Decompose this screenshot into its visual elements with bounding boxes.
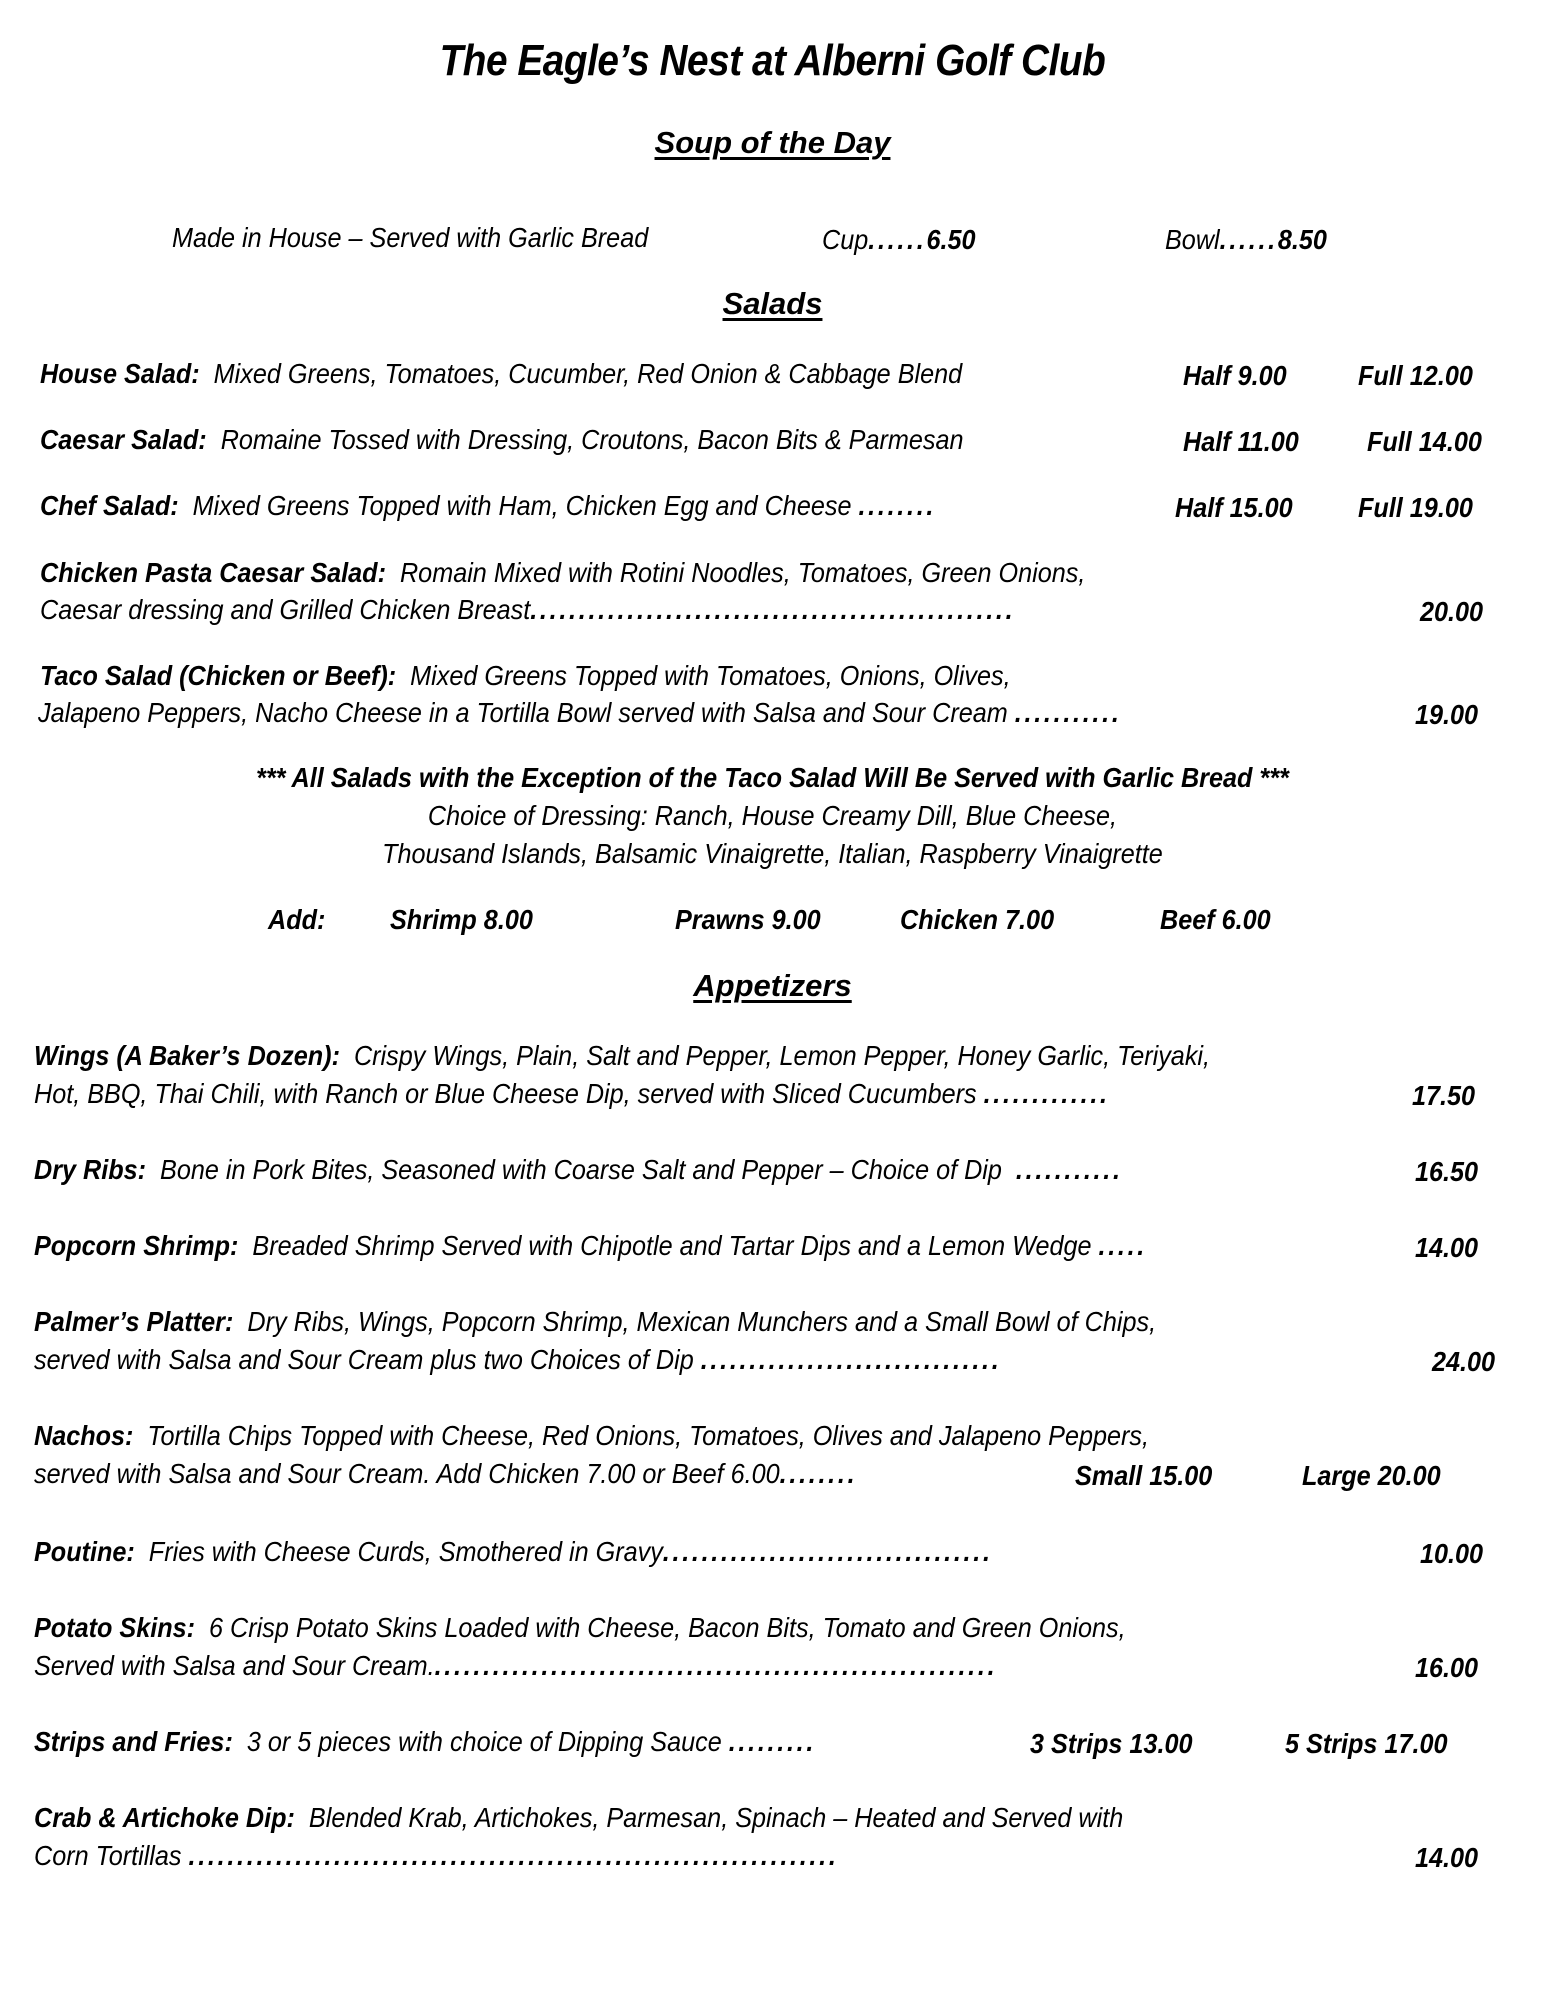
soup-bowl — [1165, 224, 1327, 256]
item-description: Corn Tortillas — [34, 1840, 182, 1871]
item-description: Tortilla Chips Topped with Cheese, Red Onions, Tomatoes, Olives and Jalapeno Peppers, — [147, 1420, 1150, 1451]
menu-item-wings — [34, 1040, 1210, 1072]
item-description-line2 — [34, 1078, 1110, 1110]
menu-item-potato-skins — [34, 1612, 1126, 1644]
item-description: Mixed Greens Topped with Tomatoes, Onions, Olives, — [410, 660, 1011, 691]
menu-item-chef-salad — [40, 490, 936, 522]
dot-leader: ..... — [1098, 1230, 1148, 1261]
item-price-half: Half 15.00 — [1175, 492, 1293, 523]
page-title: The Eagle’s Nest at Alberni Golf Club — [439, 36, 1106, 85]
item-description: Blended Krab, Artichokes, Parmesan, Spinach – Heated and Served with — [308, 1802, 1124, 1833]
dot-leader: ............. — [983, 1078, 1110, 1109]
section-heading-appetizers: Appetizers — [693, 968, 852, 1003]
menu-item-nachos — [34, 1420, 1149, 1452]
addons-label: Add: — [268, 904, 326, 935]
item-price-5-strips: 5 Strips 17.00 — [1285, 1728, 1448, 1759]
item-name: Chicken Pasta Caesar Salad: — [40, 557, 386, 588]
item-price: 20.00 — [1420, 596, 1484, 627]
item-name: Potato Skins: — [34, 1612, 196, 1643]
dot-leader: ......... — [728, 1726, 817, 1757]
menu-item-dry-ribs — [34, 1154, 1123, 1186]
item-description: Bone in Pork Bites, Seasoned with Coarse Salt and Pepper – Choice of Dip — [160, 1154, 1002, 1185]
soup-bowl-label: Bowl — [1165, 224, 1220, 255]
item-price: 16.50 — [1415, 1156, 1479, 1187]
item-price-half: Half 11.00 — [1183, 426, 1299, 457]
item-description-line2 — [40, 594, 1015, 626]
dressing-choices-line1: Choice of Dressing: Ranch, House Creamy Dill, Blue Cheese, — [427, 800, 1117, 831]
addon-chicken: Chicken 7.00 — [900, 904, 1055, 935]
item-name: Palmer’s Platter: — [34, 1306, 234, 1337]
item-description: served with Salsa and Sour Cream plus two Choices of Dip — [34, 1344, 694, 1375]
soup-bowl-price: 8.50 — [1277, 224, 1327, 255]
dressing-choices-line2: Thousand Islands, Balsamic Vinaigrette, Italian, Raspberry Vinaigrette — [382, 838, 1163, 869]
item-description: Fries with Cheese Curds, Smothered in Gravy — [148, 1536, 663, 1567]
menu-item-chicken-pasta-caesar — [40, 557, 1085, 589]
addon-beef: Beef 6.00 — [1160, 904, 1271, 935]
item-description-line2 — [34, 1650, 997, 1682]
menu-item-caesar-salad — [40, 424, 964, 456]
item-price-full: Full 12.00 — [1358, 360, 1473, 391]
item-price: 10.00 — [1420, 1538, 1484, 1569]
dot-leader: ........... — [1014, 697, 1122, 728]
dot-leader: .......................................................... — [434, 1650, 998, 1681]
item-description-line2 — [34, 1458, 857, 1490]
item-price-full: Full 19.00 — [1358, 492, 1473, 523]
item-price-small: Small 15.00 — [1075, 1460, 1213, 1491]
menu-item-popcorn-shrimp — [34, 1230, 1147, 1262]
menu-item-crab-artichoke-dip — [34, 1802, 1123, 1834]
item-description: Caesar dressing and Grilled Chicken Breast — [40, 594, 531, 625]
item-price: 14.00 — [1415, 1842, 1479, 1873]
item-name: Strips and Fries: — [34, 1726, 233, 1757]
dot-leader: ............................... — [700, 1344, 1002, 1375]
item-description-line2 — [34, 1840, 839, 1872]
dot-leader: ........... — [1015, 1154, 1123, 1185]
salad-note: *** All Salads with the Exception of the Taco Salad Will Be Served with Garlic Bread *** — [256, 762, 1289, 793]
menu-item-palmers-platter — [34, 1306, 1156, 1338]
item-description: Mixed Greens Topped with Ham, Chicken Egg and Cheese — [192, 490, 852, 521]
item-price: 17.50 — [1412, 1080, 1476, 1111]
item-description: Breaded Shrimp Served with Chipotle and Tartar Dips and a Lemon Wedge — [252, 1230, 1092, 1261]
addon-prawns: Prawns 9.00 — [675, 904, 821, 935]
item-name: Chef Salad: — [40, 490, 179, 521]
menu-item-taco-salad — [40, 660, 1011, 692]
item-name: Popcorn Shrimp: — [34, 1230, 239, 1261]
item-description: Jalapeno Peppers, Nacho Cheese in a Tortilla Bowl served with Salsa and Sour Cream — [38, 697, 1008, 728]
item-description: Hot, BBQ, Thai Chili, with Ranch or Blue Cheese Dip, served with Sliced Cucumbers — [34, 1078, 977, 1109]
dot-leader: .................................................. — [530, 594, 1016, 625]
dot-leader: ...... — [1219, 224, 1278, 255]
item-price: 24.00 — [1432, 1346, 1496, 1377]
menu-item-strips-and-fries — [34, 1726, 816, 1758]
item-description-line2 — [34, 1344, 1001, 1376]
item-price-large: Large 20.00 — [1302, 1460, 1441, 1491]
soup-cup — [822, 224, 976, 256]
item-description: Crispy Wings, Plain, Salt and Pepper, Lemon Pepper, Honey Garlic, Teriyaki, — [353, 1040, 1211, 1071]
dot-leader: ................................................................... — [188, 1840, 839, 1871]
section-heading-salads: Salads — [722, 286, 823, 321]
item-description: 3 or 5 pieces with choice of Dipping Sauce — [246, 1726, 722, 1757]
dot-leader: ........ — [858, 490, 937, 521]
item-description: served with Salsa and Sour Cream. Add Chicken 7.00 or Beef 6.00 — [34, 1458, 780, 1489]
addon-shrimp: Shrimp 8.00 — [390, 904, 533, 935]
item-price: 14.00 — [1415, 1232, 1479, 1263]
item-name: Taco Salad (Chicken or Beef): — [40, 660, 397, 691]
item-price-full: Full 14.00 — [1367, 426, 1482, 457]
item-name: House Salad: — [40, 358, 200, 389]
item-description: Romaine Tossed with Dressing, Croutons, Bacon Bits & Parmesan — [220, 424, 964, 455]
item-price-3-strips: 3 Strips 13.00 — [1030, 1728, 1193, 1759]
dot-leader: .................................. — [662, 1536, 993, 1567]
item-description: 6 Crisp Potato Skins Loaded with Cheese, Bacon Bits, Tomato and Green Onions, — [209, 1612, 1126, 1643]
soup-description: Made in House – Served with Garlic Bread — [172, 222, 649, 253]
item-description-line2 — [38, 697, 1122, 729]
section-heading-soup: Soup of the Day — [654, 125, 891, 160]
dot-leader: ........ — [779, 1458, 858, 1489]
dot-leader: ...... — [868, 224, 927, 255]
soup-cup-price: 6.50 — [926, 224, 976, 255]
item-description: Dry Ribs, Wings, Popcorn Shrimp, Mexican Munchers and a Small Bowl of Chips, — [247, 1306, 1157, 1337]
soup-cup-label: Cup — [822, 224, 869, 255]
menu-item-house-salad — [40, 358, 962, 390]
item-name: Crab & Artichoke Dip: — [34, 1802, 295, 1833]
item-price-half: Half 9.00 — [1183, 360, 1287, 391]
item-name: Nachos: — [34, 1420, 134, 1451]
item-name: Wings (A Baker’s Dozen): — [34, 1040, 340, 1071]
item-description: Mixed Greens, Tomatoes, Cucumber, Red Onion & Cabbage Blend — [213, 358, 963, 389]
item-description: Romain Mixed with Rotini Noodles, Tomatoes, Green Onions, — [399, 557, 1086, 588]
item-price: 19.00 — [1415, 699, 1479, 730]
menu-item-poutine — [34, 1536, 993, 1568]
item-name: Caesar Salad: — [40, 424, 207, 455]
item-name: Dry Ribs: — [34, 1154, 147, 1185]
item-description: Served with Salsa and Sour Cream. — [34, 1650, 435, 1681]
item-price: 16.00 — [1415, 1652, 1479, 1683]
item-name: Poutine: — [34, 1536, 135, 1567]
